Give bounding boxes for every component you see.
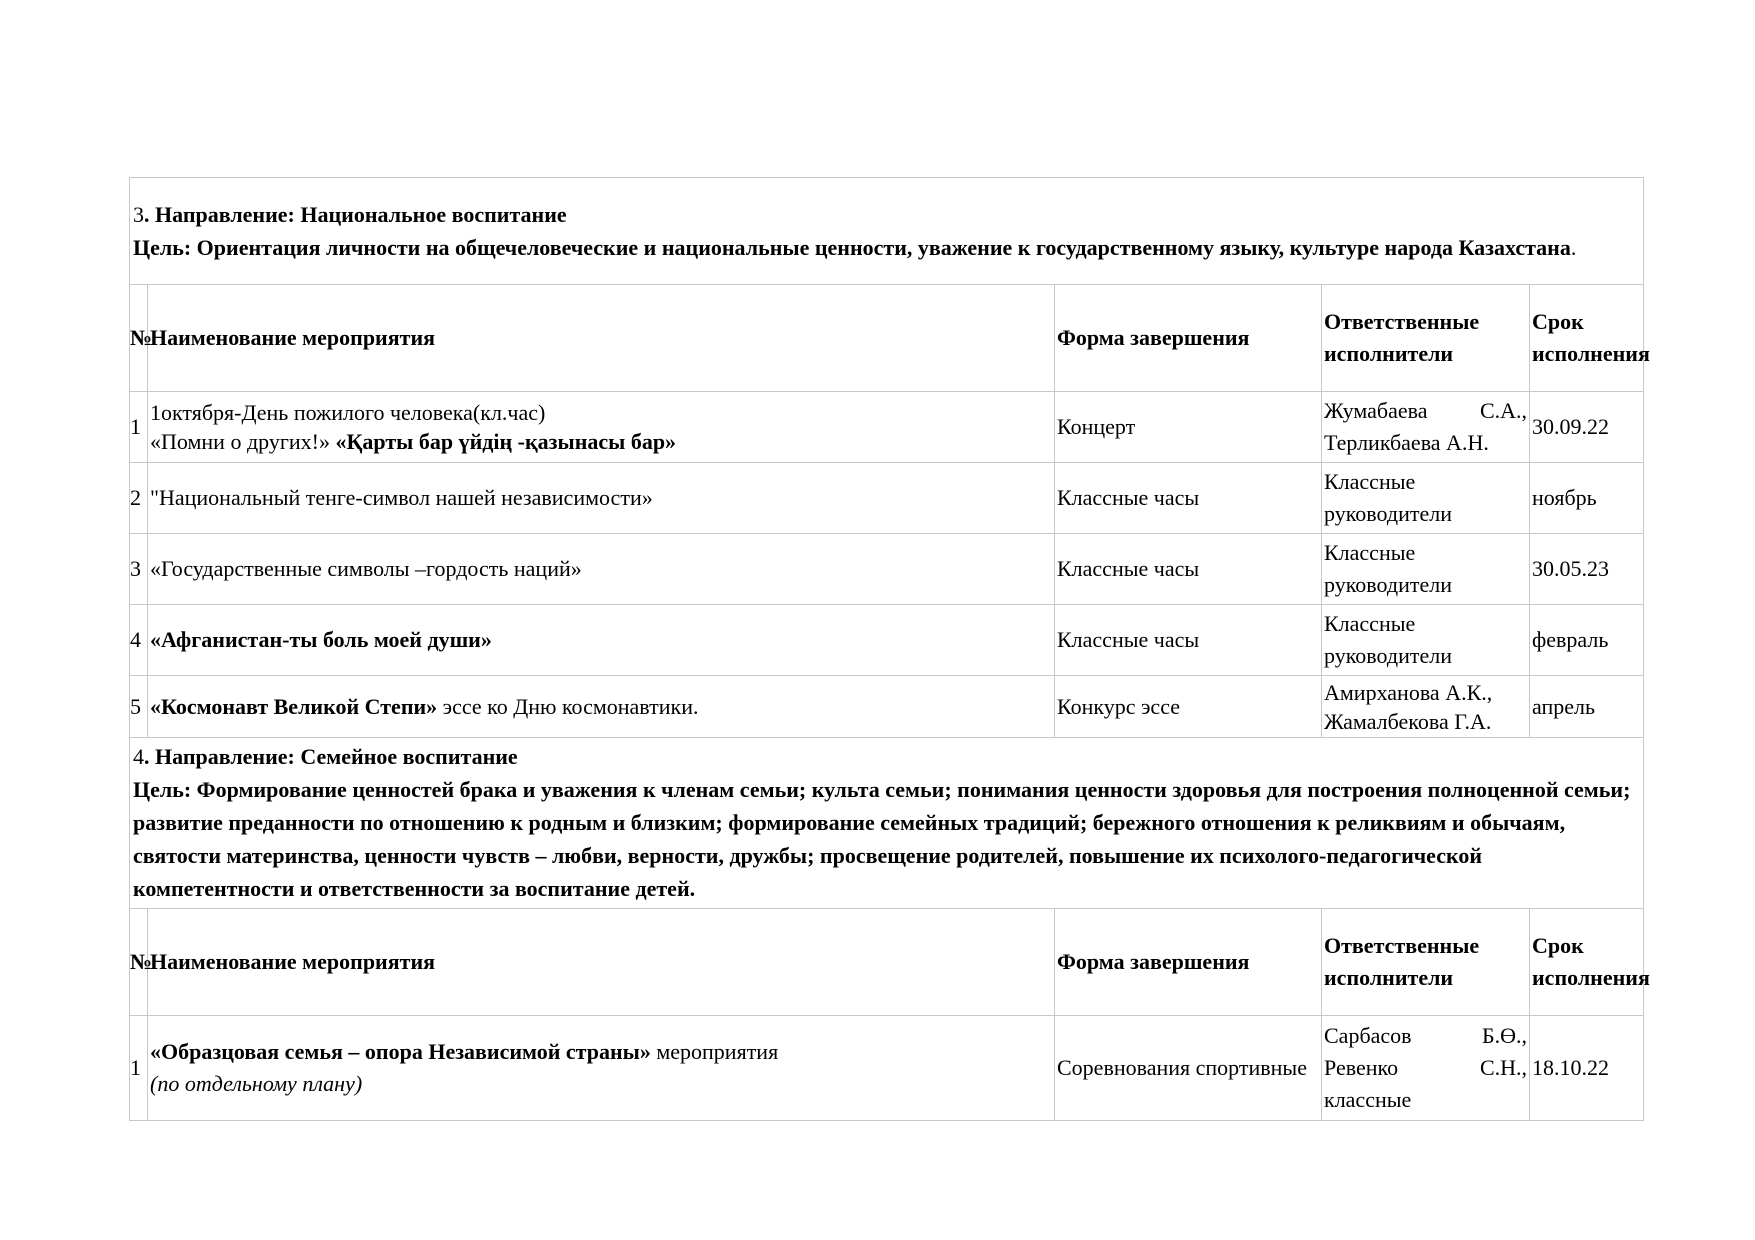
row-event-name (148, 392, 1055, 463)
header-deadline: Срок исполнения (1530, 909, 1644, 1016)
table-row (130, 534, 1644, 605)
table-row (130, 676, 1644, 738)
row-responsible: Классные руководители (1322, 463, 1530, 534)
row-event-name (148, 1016, 1055, 1121)
event-name-text: эссе ко Дню космонавтики. (437, 693, 699, 719)
row-number: 5 (130, 676, 148, 738)
row-deadline: 30.09.22 (1530, 392, 1644, 463)
section-title: . Направление: Семейное воспитание (144, 744, 518, 769)
row-number: 3 (130, 534, 148, 605)
row-number: 4 (130, 605, 148, 676)
row-responsible: Сарбасов Б.Ө., Ревенко С.Н., классные (1322, 1016, 1530, 1121)
row-completion-form: Классные часы (1055, 534, 1322, 605)
event-name-bold: «Образцовая семья – опора Независимой страны» (150, 1039, 651, 1064)
header-event-name: Наименование мероприятия (148, 909, 1055, 1016)
row-number: 1 (130, 1016, 148, 1121)
row-responsible: Амирханова А.К., Жамалбекова Г.А. (1322, 676, 1530, 738)
event-name-bold: «Қарты бар үйдің -қазынасы бар» (335, 429, 677, 454)
table-header-row (130, 285, 1644, 392)
row-completion-form: Концерт (1055, 392, 1322, 463)
row-responsible: Классные руководители (1322, 605, 1530, 676)
section-number: 4 (133, 744, 144, 769)
event-name-text: «Помни о других!» (150, 429, 336, 454)
row-deadline: 18.10.22 (1530, 1016, 1644, 1121)
header-completion-form: Форма завершения (1055, 285, 1322, 392)
row-event-name (148, 676, 1055, 738)
section-goal-tail: . (1570, 234, 1577, 260)
row-deadline: 30.05.23 (1530, 534, 1644, 605)
document-page (129, 177, 1650, 1121)
section-goal: Цель: Ориентация личности на общечеловеческие и национальные ценности, уважение к государственному языку, культуре народа Казахстана (133, 234, 1571, 260)
header-completion-form: Форма завершения (1055, 909, 1322, 1016)
header-responsible: Ответственные исполнители (1322, 909, 1530, 1016)
row-event-name: «Государственные символы –гордость наций» (148, 534, 1055, 605)
table-row (130, 463, 1644, 534)
education-plan-table (129, 177, 1650, 1121)
section-heading-row (130, 178, 1644, 285)
header-responsible: Ответственные исполнители (1322, 285, 1530, 392)
section-goal: Цель: Формирование ценностей брака и уважения к членам семьи; культа семьи; понимания ценности здоровья для построения полноценной семьи; развитие преданности по отношению к родным и близким; формирование семейных традиций; бережного отношения к реликвиям и обычаям, святости материнства, ценности чувств – любви, верности, дружбы; просвещение родителей, повышение их психолого-педагогической компетентности и ответственности за воспитание детей. (133, 777, 1631, 901)
section-heading (130, 178, 1644, 285)
row-completion-form: Классные часы (1055, 463, 1322, 534)
row-completion-form: Конкурс эссе (1055, 676, 1322, 738)
row-deadline: ноябрь (1530, 463, 1644, 534)
event-name-line: 1октября-День пожилого человека(кл.час) (150, 400, 546, 425)
event-name-note: (по отдельному плану) (150, 1071, 363, 1096)
table-row (130, 1016, 1644, 1121)
header-event-name: Наименование мероприятия (148, 285, 1055, 392)
header-number: № (130, 285, 148, 392)
section-heading-row (130, 738, 1644, 909)
table-header-row (130, 909, 1644, 1016)
row-number: 1 (130, 392, 148, 463)
section-title: . Направление: Национальное воспитание (144, 201, 567, 227)
section-heading (130, 738, 1644, 909)
section-number: 3 (133, 201, 144, 227)
row-number: 2 (130, 463, 148, 534)
row-event-name: "Национальный тенге-символ нашей независимости» (148, 463, 1055, 534)
table-row (130, 392, 1644, 463)
row-deadline: февраль (1530, 605, 1644, 676)
header-deadline: Срок исполнения (1530, 285, 1644, 392)
header-number: № (130, 909, 148, 1016)
event-name-text: мероприятия (650, 1039, 779, 1064)
table-row (130, 605, 1644, 676)
row-deadline: апрель (1530, 676, 1644, 738)
row-responsible: Классные руководители (1322, 534, 1530, 605)
event-name-bold: «Космонавт Великой Степи» (150, 693, 438, 719)
row-completion-form: Классные часы (1055, 605, 1322, 676)
row-event-name: «Афганистан-ты боль моей души» (148, 605, 1055, 676)
row-responsible: Жумабаева С.А., Терликбаева А.Н. (1322, 392, 1530, 463)
row-completion-form: Соревнования спортивные (1055, 1016, 1322, 1121)
